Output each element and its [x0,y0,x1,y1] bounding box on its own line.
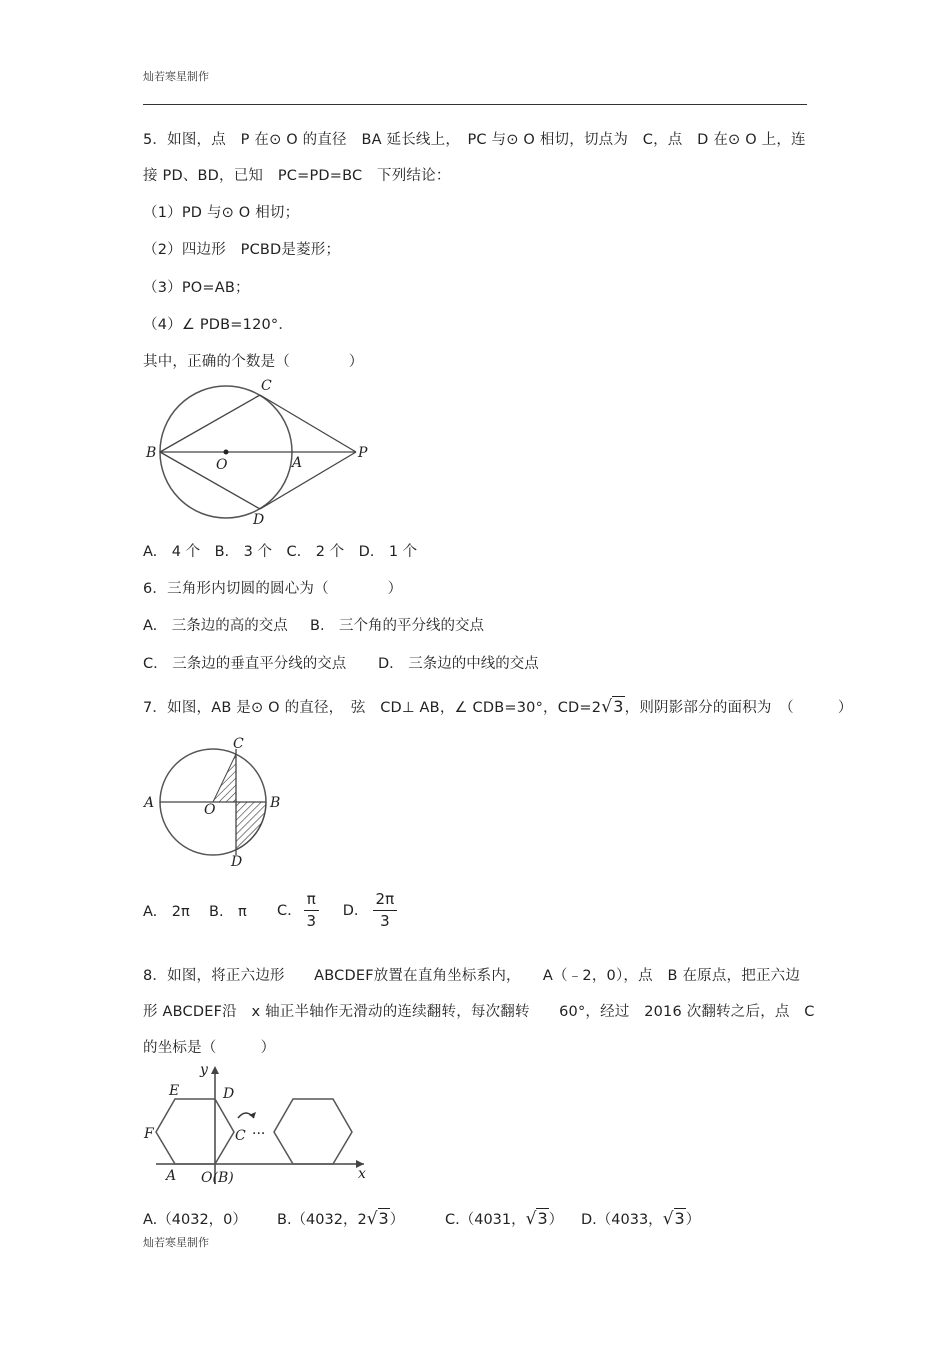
q5-text-line1: 5．如图，点 P 在⊙ O 的直径 BA 延长线上， PC 与⊙ O 相切，切点为 C，点 D 在⊙ O 上，连 [143,132,806,148]
q5-statement-1: （1）PD 与⊙ O 相切； [143,205,300,221]
q7-radicand: 3 [613,697,624,716]
q8-label-dots: ··· [252,1126,266,1142]
q8-option-b-radicand: 3 [378,1209,389,1228]
q5-figure [140,372,380,532]
q8-options [143,1208,700,1229]
q8-option-c-radicand: 3 [537,1209,548,1228]
q7-text [143,696,853,717]
q5-label-A: A [292,455,303,471]
q5-options: A. 4 个 B. 3 个 C. 2 个 D. 1 个 [143,544,418,560]
q5-text-line2: 接 PD、BD，已知 PC=PD=BC 下列结论： [143,168,451,184]
q7-option-c-denominator: 3 [306,911,317,930]
q8-option-b-post: ） [389,1212,405,1228]
sqrt-symbol: √ [525,1209,537,1229]
q8-label-origin: O(B) [201,1170,234,1186]
q8-label-F: F [144,1126,154,1142]
q8-option-c-post: ） [548,1212,564,1228]
q8-option-d-radicand: 3 [674,1209,685,1228]
q5-statement-2: （2）四边形 PCBD是菱形； [143,242,341,258]
q7-option-d-label: D. [342,902,359,919]
q7-label-D: D [231,854,243,870]
q8-option-c [445,1208,581,1229]
q8-option-d-post: ） [685,1212,701,1228]
q7-option-b: B. π [209,904,247,921]
q5-question: 其中，正确的个数是（ ） [143,354,364,370]
q8-label-x: x [358,1166,366,1182]
q8-option-c-pre: C.（4031， [445,1212,526,1228]
q8-label-D: D [223,1086,235,1102]
sqrt-symbol: √ [366,1209,378,1229]
q7-option-d-denominator: 3 [380,911,390,930]
q6-text: 6．三角形内切圆的圆心为（ ） [143,581,403,597]
q6-option-d: D. 三条边的中线的交点 [378,656,539,672]
q7-text-pre: 7．如图，AB 是⊙ O 的直径， 弦 CD⊥ AB，∠ CDB=30°，CD=2 [143,700,602,716]
page-header: 灿若寒星制作 [143,70,209,83]
q7-text-post: ，则阴影部分的面积为 （ ） [624,700,853,716]
q7-label-A: A [144,795,155,811]
q6-option-a: A. 三条边的高的交点 [143,618,288,634]
q5-label-D: D [253,512,265,528]
q5-label-O: O [216,457,228,473]
q5-label-C: C [261,378,272,394]
q7-option-d-numerator: 2π [373,892,398,911]
q7-label-B: B [270,795,281,811]
q7-figure [140,732,290,872]
q8-text-line2: 形 ABCDEF沿 x 轴正半轴作无滑动的连续翻转，每次翻转 60°，经过 2016 次翻转之后，点 C [143,1004,815,1020]
q7-option-c-label: C. [277,902,292,919]
q8-label-A: A [166,1168,177,1184]
q8-option-b-pre: B.（4032，2 [277,1212,367,1228]
q8-text-line3: 的坐标是（ ） [143,1040,276,1056]
q7-label-O: O [204,802,216,818]
q5-label-B: B [146,445,157,461]
q7-option-c-numerator: π [304,892,319,911]
q7-label-C: C [233,736,244,752]
q8-option-d [581,1208,700,1229]
q8-label-E: E [169,1083,180,1099]
q7-option-d-fraction [373,892,398,930]
q6-option-b: B. 三个角的平分线的交点 [310,618,485,634]
q7-option-c-fraction [304,892,319,930]
q5-statement-4: （4）∠ PDB=120°． [143,317,294,333]
q8-label-C: C [235,1128,246,1144]
q8-option-b [277,1208,445,1229]
sqrt-symbol: √ [601,697,613,717]
q5-statement-3: （3）PO=AB； [143,280,250,296]
q6-option-c: C. 三条边的垂直平分线的交点 [143,656,347,672]
q8-option-a: A.（4032，0） [143,1212,247,1228]
sqrt-symbol: √ [662,1209,674,1229]
q7-option-a: A. 2π [143,904,190,921]
header-rule [143,104,807,105]
page-footer: 灿若寒星制作 [143,1236,209,1249]
q5-label-P: P [358,445,368,461]
q8-figure [140,1060,380,1190]
q8-option-d-pre: D.（4033， [581,1212,663,1228]
q8-label-y: y [200,1062,208,1078]
q7-options [143,892,397,930]
q8-text-line1: 8．如图，将正六边形 ABCDEF放置在直角坐标系内， A（﹣2，0），点 B 在原点，把正六边 [143,968,801,984]
